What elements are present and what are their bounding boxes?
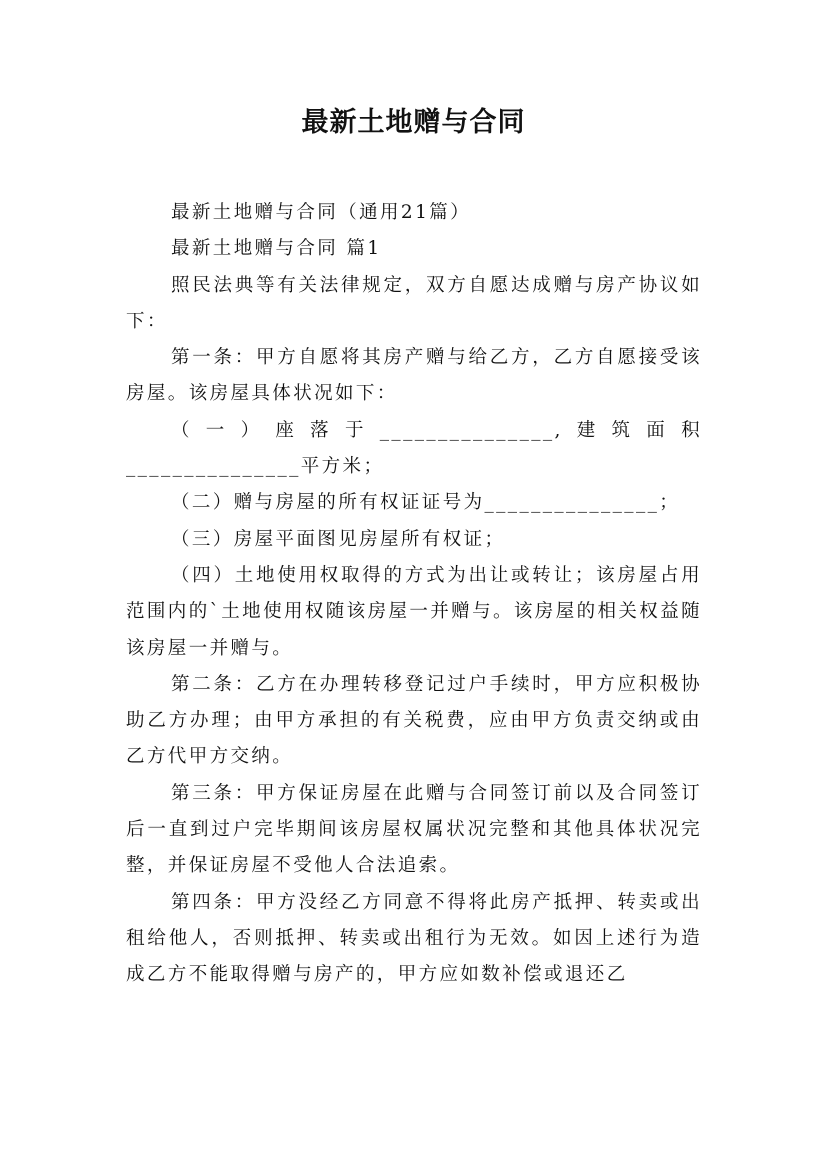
paragraph-article-4: 第四条：甲方没经乙方同意不得将此房产抵押、转卖或出租给他人，否则抵押、转卖或出租行为无效。如因上述行为造成乙方不能取得赠与房产的，甲方应如数补偿或退还乙 [126,891,702,986]
document-title: 最新土地赠与合同 [301,107,526,138]
paragraph-article-1: 第一条：甲方自愿将其房产赠与给乙方，乙方自愿接受该房屋。该房屋具体状况如下： [126,347,702,405]
paragraph-article-3: 第三条：甲方保证房屋在此赠与合同签订前以及合同签订后一直到过户完毕期间该房屋权属状况完整和其他具体状况完整，并保证房屋不受他人合法追索。 [126,782,702,877]
paragraph-article-2: 第二条：乙方在办理转移登记过户手续时，甲方应积极协助乙方办理；由甲方承担的有关税费，应由甲方负责交纳或由乙方代甲方交纳。 [126,673,702,768]
paragraph-intro: 照民法典等有关法律规定，双方自愿达成赠与房产协议如下： [126,274,702,332]
paragraph-item-2: （二）赠与房屋的所有权证证号为_______________； [171,492,681,514]
paragraph-item-1: （一）座落于_______________,建筑面积_______________平方米； [126,419,702,478]
paragraph-section-heading: 最新土地赠与合同 篇1 [171,238,382,260]
paragraph-subtitle: 最新土地赠与合同（通用21篇） [171,202,472,223]
paragraph-item-4: （四）土地使用权取得的方式为出让或转让；该房屋占用范围内的`土地使用权随该房屋一并赠与。该房屋的相关权益随该房屋一并赠与。 [126,564,702,659]
paragraph-item-3: （三）房屋平面图见房屋所有权证； [171,528,506,550]
document-body [126,195,702,994]
